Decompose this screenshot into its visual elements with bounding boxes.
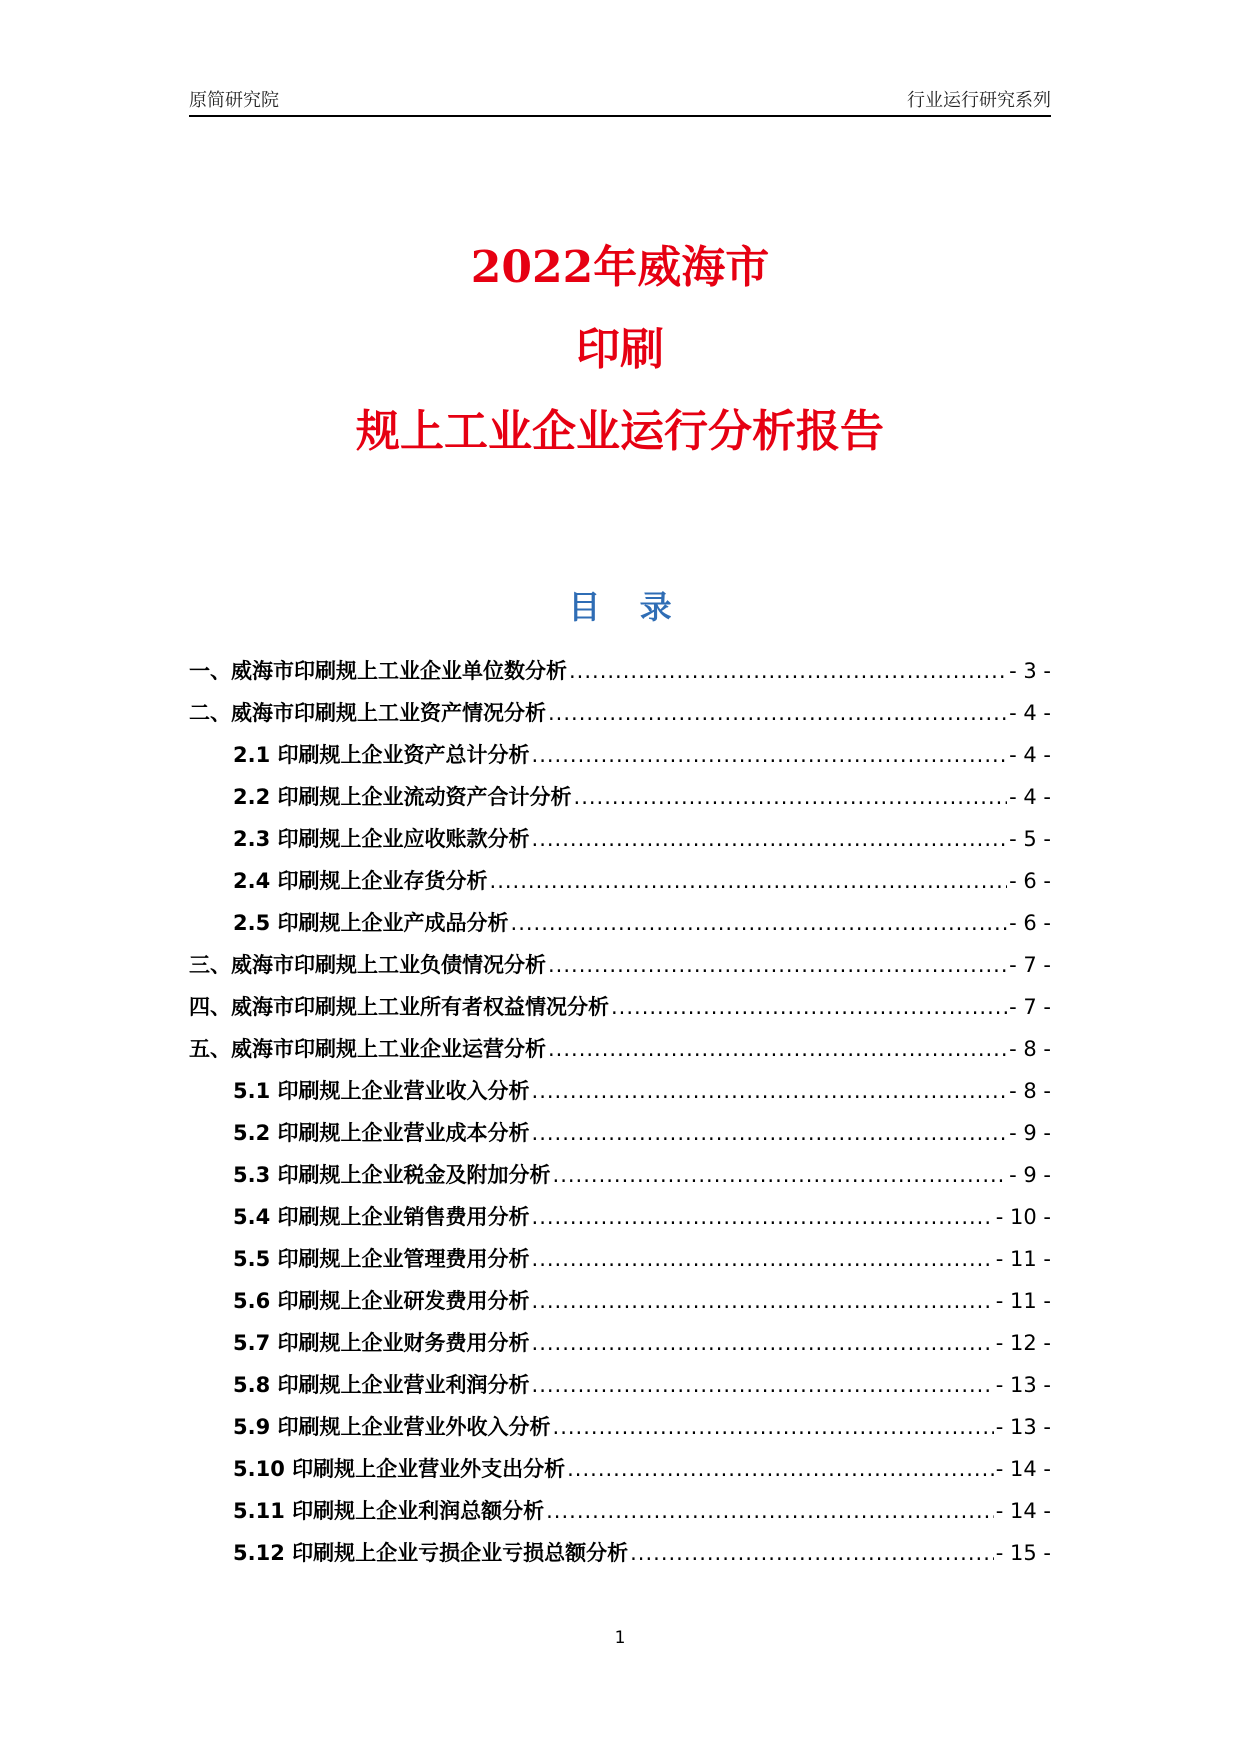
toc-dot-leader [548,1028,1007,1070]
toc-entry-page: - 3 - [1009,659,1051,683]
report-title-line-2: 印刷 [576,324,664,375]
toc-entry[interactable] [189,1364,1051,1406]
toc-dot-leader [532,1238,994,1280]
toc-entry[interactable] [189,860,1051,902]
toc-dot-leader [532,1070,1008,1112]
toc-entry[interactable] [189,818,1051,860]
toc-entry-page: - 6 - [1009,911,1051,935]
toc-entry-title: 5.3 印刷规上企业税金及附加分析 [233,1163,551,1187]
toc-dot-leader [553,1154,1008,1196]
toc-entry-page: - 8 - [1009,1079,1051,1103]
toc-dot-leader [532,734,1008,776]
toc-entry-page: - 14 - [995,1499,1051,1523]
toc-entry-title: 5.1 印刷规上企业营业收入分析 [233,1079,530,1103]
toc-entry[interactable] [189,1448,1051,1490]
toc-entry-title: 5.8 印刷规上企业营业利润分析 [233,1373,530,1397]
header-left-text: 原简研究院 [189,90,279,111]
toc-entry-page: - 5 - [1009,827,1051,851]
toc-entry[interactable] [189,944,1051,986]
toc-entry-page: - 9 - [1009,1121,1051,1145]
toc-entry-title: 四、威海市印刷规上工业所有者权益情况分析 [189,995,609,1019]
toc-entry-page: - 15 - [995,1541,1051,1565]
toc-dot-leader [569,650,1007,692]
toc-heading: 目 录 [568,588,686,626]
toc-entry[interactable] [189,1112,1051,1154]
toc-entry-title: 2.5 印刷规上企业产成品分析 [233,911,509,935]
toc-entry[interactable] [189,650,1051,692]
toc-dot-leader [532,1112,1008,1154]
report-title-line-1: 2022年威海市 [470,242,770,293]
toc-entry-title: 5.11 印刷规上企业利润总额分析 [233,1499,545,1523]
toc-entry[interactable] [189,1532,1051,1574]
toc-dot-leader [532,818,1008,860]
toc-entry-title: 三、威海市印刷规上工业负债情况分析 [189,953,546,977]
toc-entry[interactable] [189,692,1051,734]
toc-entry[interactable] [189,1028,1051,1070]
toc-entry-title: 2.1 印刷规上企业资产总计分析 [233,743,530,767]
toc-entry-title: 5.4 印刷规上企业销售费用分析 [233,1205,530,1229]
page-number: 1 [614,1628,626,1648]
toc-entry-title: 5.5 印刷规上企业管理费用分析 [233,1247,530,1271]
toc-entry[interactable] [189,734,1051,776]
toc-entry[interactable] [189,1322,1051,1364]
toc-dot-leader [532,1280,994,1322]
toc-entry-title: 2.3 印刷规上企业应收账款分析 [233,827,530,851]
toc-dot-leader [532,1322,994,1364]
toc-dot-leader [532,1364,994,1406]
toc-entry-page: - 4 - [1009,701,1051,725]
toc-dot-leader [630,1532,994,1574]
toc-dot-leader [490,860,1008,902]
report-title-line-3: 规上工业企业运行分析报告 [356,406,884,457]
toc-entry-page: - 7 - [1009,953,1051,977]
toc-entry-title: 2.2 印刷规上企业流动资产合计分析 [233,785,572,809]
toc-dot-leader [611,986,1007,1028]
toc-dot-leader [548,944,1007,986]
toc-dot-leader [532,1196,994,1238]
toc-dot-leader [567,1448,994,1490]
toc-entry-page: - 14 - [995,1457,1051,1481]
toc-entry-page: - 8 - [1009,1037,1051,1061]
toc-entry[interactable] [189,1280,1051,1322]
toc-entry-title: 5.2 印刷规上企业营业成本分析 [233,1121,530,1145]
toc-entry-title: 5.9 印刷规上企业营业外收入分析 [233,1415,551,1439]
toc-entry[interactable] [189,1154,1051,1196]
toc-entry-page: - 13 - [995,1415,1051,1439]
toc-entry-page: - 9 - [1009,1163,1051,1187]
header-rule [189,115,1051,117]
toc-entry-title: 五、威海市印刷规上工业企业运营分析 [189,1037,546,1061]
toc-entry-title: 5.6 印刷规上企业研发费用分析 [233,1289,530,1313]
toc-dot-leader [546,1490,994,1532]
toc-entry-page: - 7 - [1009,995,1051,1019]
toc-entry[interactable] [189,1490,1051,1532]
table-of-contents [189,650,1051,1574]
header-right-text: 行业运行研究系列 [907,90,1051,111]
toc-entry[interactable] [189,1238,1051,1280]
toc-entry-page: - 13 - [995,1373,1051,1397]
toc-dot-leader [548,692,1007,734]
toc-entry-title: 5.7 印刷规上企业财务费用分析 [233,1331,530,1355]
toc-dot-leader [511,902,1008,944]
toc-entry[interactable] [189,1196,1051,1238]
toc-entry-page: - 4 - [1009,743,1051,767]
toc-entry-page: - 10 - [995,1205,1051,1229]
toc-entry-page: - 6 - [1009,869,1051,893]
toc-entry-page: - 11 - [995,1289,1051,1313]
toc-entry-page: - 12 - [995,1331,1051,1355]
toc-dot-leader [553,1406,994,1448]
toc-entry-title: 2.4 印刷规上企业存货分析 [233,869,488,893]
toc-entry-title: 一、威海市印刷规上工业企业单位数分析 [189,659,567,683]
toc-entry-title: 二、威海市印刷规上工业资产情况分析 [189,701,546,725]
toc-dot-leader [574,776,1008,818]
toc-entry[interactable] [189,1406,1051,1448]
toc-entry-title: 5.10 印刷规上企业营业外支出分析 [233,1457,566,1481]
toc-entry-page: - 11 - [995,1247,1051,1271]
toc-entry-page: - 4 - [1009,785,1051,809]
toc-entry[interactable] [189,776,1051,818]
toc-entry-title: 5.12 印刷规上企业亏损企业亏损总额分析 [233,1541,629,1565]
toc-entry[interactable] [189,1070,1051,1112]
toc-entry[interactable] [189,986,1051,1028]
toc-entry[interactable] [189,902,1051,944]
